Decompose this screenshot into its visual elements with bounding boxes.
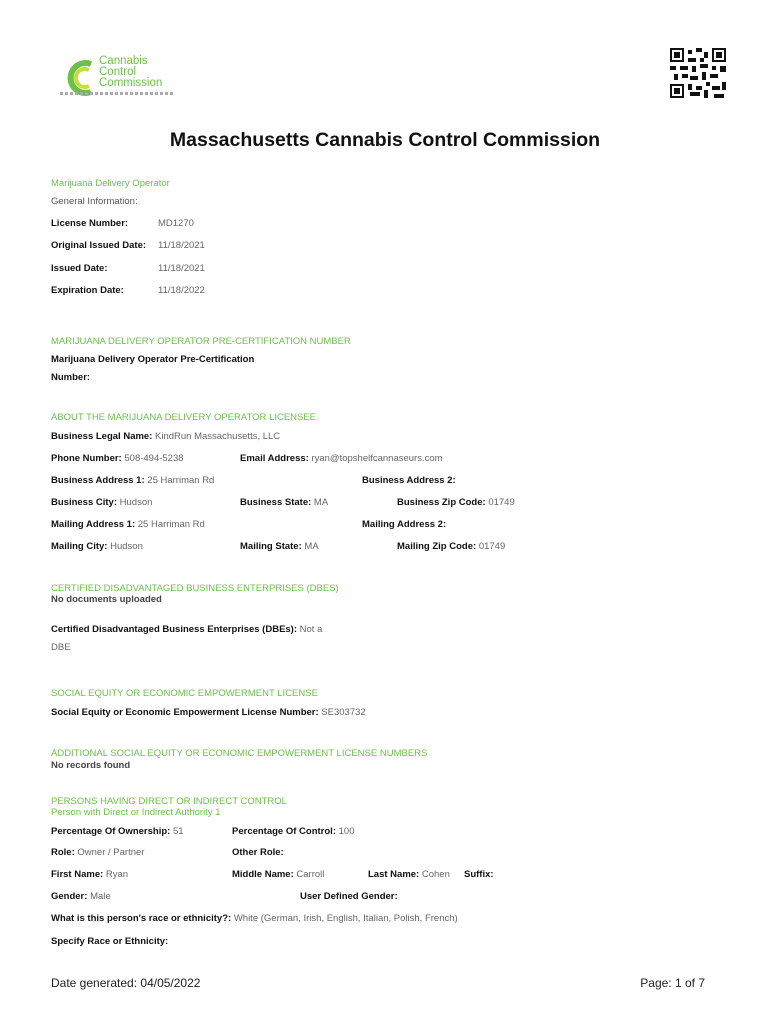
section-heading: ADDITIONAL SOCIAL EQUITY OR ECONOMIC EMPOWERMENT LICENSE NUMBERS	[51, 748, 428, 759]
mailing-city: Mailing City: Hudson	[51, 541, 143, 552]
section-heading: SOCIAL EQUITY OR ECONOMIC EMPOWERMENT LICENSE	[51, 688, 318, 699]
middle-name: Middle Name: Carroll	[232, 869, 325, 880]
original-issued-date-label: Original Issued Date:	[51, 240, 147, 251]
mailing-address-2: Mailing Address 2:	[362, 519, 447, 530]
issued-date-label: Issued Date:	[51, 263, 108, 274]
section-heading: MARIJUANA DELIVERY OPERATOR PRE-CERTIFICATION NUMBER	[51, 336, 351, 347]
business-address-2: Business Address 2:	[362, 475, 456, 486]
mailing-address-1: Mailing Address 1: 25 Harriman Rd	[51, 519, 205, 530]
section-subheading: General Information:	[51, 196, 138, 207]
page-number: Page: 1 of 7	[640, 976, 705, 990]
license-number-label: License Number:	[51, 218, 129, 229]
business-city: Business City: Hudson	[51, 497, 153, 508]
original-issued-date-value: 11/18/2021	[158, 240, 205, 251]
social-equity-license-number: Social Equity or Economic Empowerment License Number: SE303732	[51, 707, 366, 718]
business-zip-code: Business Zip Code: 01749	[397, 497, 515, 508]
section-subheading: No documents uploaded	[51, 594, 162, 605]
dbe-status: Certified Disadvantaged Business Enterprises (DBEs): Not a	[51, 624, 323, 635]
logo-tagline-decoration	[60, 92, 175, 95]
date-generated: Date generated: 04/05/2022	[51, 976, 201, 990]
business-legal-name: Business Legal Name: KindRun Massachusetts, LLC	[51, 431, 281, 442]
qr-code-icon	[670, 48, 726, 98]
mailing-state: Mailing State: MA	[240, 541, 319, 552]
precert-label-line1: Marijuana Delivery Operator Pre-Certification	[51, 354, 255, 365]
section-subheading: No records found	[51, 760, 131, 771]
business-state: Business State: MA	[240, 497, 329, 508]
role: Role: Owner / Partner	[51, 847, 145, 858]
business-address-1: Business Address 1: 25 Harriman Rd	[51, 475, 215, 486]
specify-race-ethnicity: Specify Race or Ethnicity:	[51, 936, 169, 947]
last-name: Last Name: Cohen	[368, 869, 450, 880]
section-heading: PERSONS HAVING DIRECT OR INDIRECT CONTROL	[51, 796, 287, 807]
section-heading: ABOUT THE MARIJUANA DELIVERY OPERATOR LICENSEE	[51, 412, 317, 423]
race-ethnicity: What is this person's race or ethnicity?: White (German, Irish, English, Italian, Polish, French)	[51, 913, 458, 924]
page-title: Massachusetts Cannabis Control Commission	[169, 129, 601, 151]
suffix: Suffix:	[464, 869, 494, 880]
license-number-value: MD1270	[158, 218, 194, 229]
phone-number: Phone Number: 508-494-5238	[51, 453, 184, 464]
section-heading: Marijuana Delivery Operator	[51, 178, 170, 189]
mailing-zip-code: Mailing Zip Code: 01749	[397, 541, 506, 552]
section-heading: CERTIFIED DISADVANTAGED BUSINESS ENTERPRISES (DBES)	[51, 583, 339, 594]
dbe-status-continued: DBE	[51, 642, 71, 653]
issued-date-value: 11/18/2021	[158, 263, 205, 274]
percentage-ownership: Percentage Of Ownership: 51	[51, 826, 184, 837]
gender: Gender: Male	[51, 891, 111, 902]
expiration-date-value: 11/18/2022	[158, 285, 205, 296]
precert-label-line2: Number:	[51, 372, 91, 383]
percentage-control: Percentage Of Control: 100	[232, 826, 355, 837]
first-name: First Name: Ryan	[51, 869, 129, 880]
email-address: Email Address: ryan@topshelfcannaseurs.com	[240, 453, 443, 464]
other-role: Other Role:	[232, 847, 284, 858]
user-defined-gender: User Defined Gender:	[300, 891, 398, 902]
expiration-date-label: Expiration Date:	[51, 285, 124, 296]
section-subheading: Person with Direct or Indirect Authority 1	[51, 807, 221, 818]
logo-text: Cannabis Control Commission	[99, 55, 163, 89]
